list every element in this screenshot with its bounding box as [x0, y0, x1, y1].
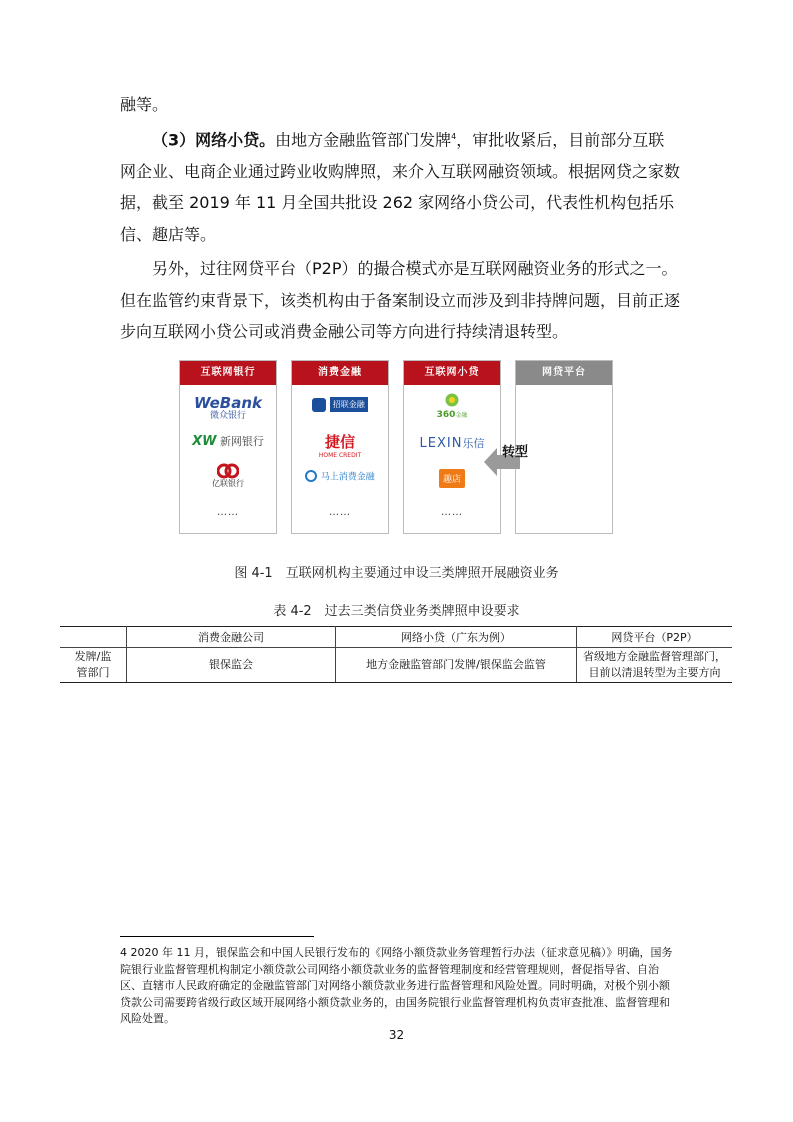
- paragraph-text-b: ，审批收紧后，目前部分互联网企业、电商企业通过跨业收购牌照，来介入互联网融资领域。根据网贷之家数据，截至 2019 年 11 月全国共批设 262 家网络小贷公司，代表性机构包括乐信、趣店等。: [120, 130, 681, 244]
- table-cell: 银保监会: [127, 648, 336, 683]
- paragraph-network-microloan: [120, 121, 680, 250]
- table-header-cell: 网络小贷（广东为例）: [336, 627, 577, 648]
- arrow-label: 转型: [502, 445, 529, 460]
- webank-logo: [180, 396, 276, 422]
- table-caption: 表 4-2 过去三类信贷业务类牌照申设要求: [273, 604, 520, 619]
- 360-logo-text: 360: [436, 410, 456, 420]
- mashang-logo-text: 马上消费金融: [320, 472, 375, 483]
- column-header: 网贷平台: [516, 361, 612, 385]
- table-header-cell: 消费金融公司: [127, 627, 336, 648]
- footnote-ref: 4: [451, 132, 457, 141]
- ellipsis: ……: [217, 507, 239, 518]
- lexin-logo-text: LEXIN: [419, 436, 463, 451]
- table-header-cell: 网贷平台（P2P）: [577, 627, 733, 648]
- homecredit-logo-en: HOME CREDIT: [318, 452, 362, 459]
- table-cell: [577, 648, 733, 683]
- ellipsis: ……: [329, 507, 351, 518]
- webank-logo-cn: 微众银行: [209, 411, 246, 421]
- mashang-logo: [292, 469, 388, 483]
- xw-logo-mark: XW: [192, 434, 217, 449]
- zhaolian-logo: [292, 397, 388, 412]
- jiexin-logo-text: 捷信: [324, 433, 355, 451]
- cell-line1: 省级地方金融监督管理部门，: [583, 650, 726, 663]
- row-label-line1: 发牌/监: [74, 650, 112, 663]
- column-header: 互联网小贷: [404, 361, 500, 385]
- column-consumer-finance: [291, 360, 389, 534]
- zhaolian-logo-icon: [312, 398, 326, 412]
- figure-caption: 图 4-1 互联网机构主要通过申设三类牌照开展融资业务: [234, 566, 559, 581]
- license-table: [60, 626, 732, 683]
- page-number: 32: [388, 1028, 405, 1042]
- table-row-label: [60, 648, 127, 683]
- paragraph-continuation: 融等。: [120, 95, 169, 114]
- row-label-line2: 管部门: [76, 666, 110, 679]
- footnote-divider: [120, 936, 314, 937]
- xw-logo-cn: 新网银行: [219, 435, 264, 448]
- yilian-bank-logo: [180, 463, 276, 489]
- table-header-row: [60, 627, 732, 648]
- yilian-logo-text: 亿联银行: [212, 479, 244, 488]
- 360-finance-logo: [404, 393, 500, 420]
- column-internet-microloan: [403, 360, 501, 534]
- qudian-logo-text: 趣店: [439, 469, 465, 488]
- zhaolian-logo-text: 招联金融: [330, 397, 368, 412]
- lexin-logo-cn: 乐信: [462, 437, 485, 450]
- paragraph-heading: （3）网络小贷。: [152, 130, 276, 150]
- footnote: 4 2020 年 11 月，银保监会和中国人民银行发布的《网络小额贷款业务管理暂行办法（征求意见稿）》明确，国务院银行业监督管理机构制定小额贷款公司网络小额贷款业务的监督管理制度和经营管理规则，督促指导省、自治区、直辖市人民政府确定的金融监管部门对网络小额贷款业务进行监督管理和风险处置。同时明确，对极个别小额贷款公司需要跨省级行政区域开展网络小额贷款业务的，由国务院银行业监督管理机构负责审查批准、监督管理和风险处置。: [120, 946, 673, 1025]
- 360-logo-cn: 金融: [455, 412, 468, 419]
- xw-bank-logo: [180, 433, 276, 449]
- mashang-logo-icon: [305, 470, 317, 482]
- webank-logo-text: WeBank: [194, 394, 262, 412]
- table-cell: 地方金融监管部门发牌/银保监会监管: [336, 648, 577, 683]
- column-p2p: [515, 360, 613, 534]
- paragraph-text-a: 由地方金融监管部门发牌: [275, 130, 452, 150]
- paragraph-p2p: 另外，过往网贷平台（P2P）的撮合模式亦是互联网融资业务的形式之一。但在监管约束背景下，该类机构由于备案制设立而涉及到非持牌问题，目前正逐步向互联网小贷公司或消费金融公司等方向进行持续清退转型。: [120, 259, 681, 341]
- table-header-cell: [60, 627, 127, 648]
- homecredit-logo: [292, 431, 388, 460]
- column-header: 消费金融: [292, 361, 388, 385]
- cell-line2: 目前以清退转型为主要方向: [588, 666, 721, 679]
- column-header: 互联网银行: [180, 361, 276, 385]
- ellipsis: ……: [441, 507, 463, 518]
- 360-logo-icon: [444, 393, 460, 407]
- table-row: [60, 648, 732, 683]
- column-internet-bank: [179, 360, 277, 534]
- figure-license-types: [179, 360, 613, 535]
- yilian-logo-icon: [217, 463, 239, 479]
